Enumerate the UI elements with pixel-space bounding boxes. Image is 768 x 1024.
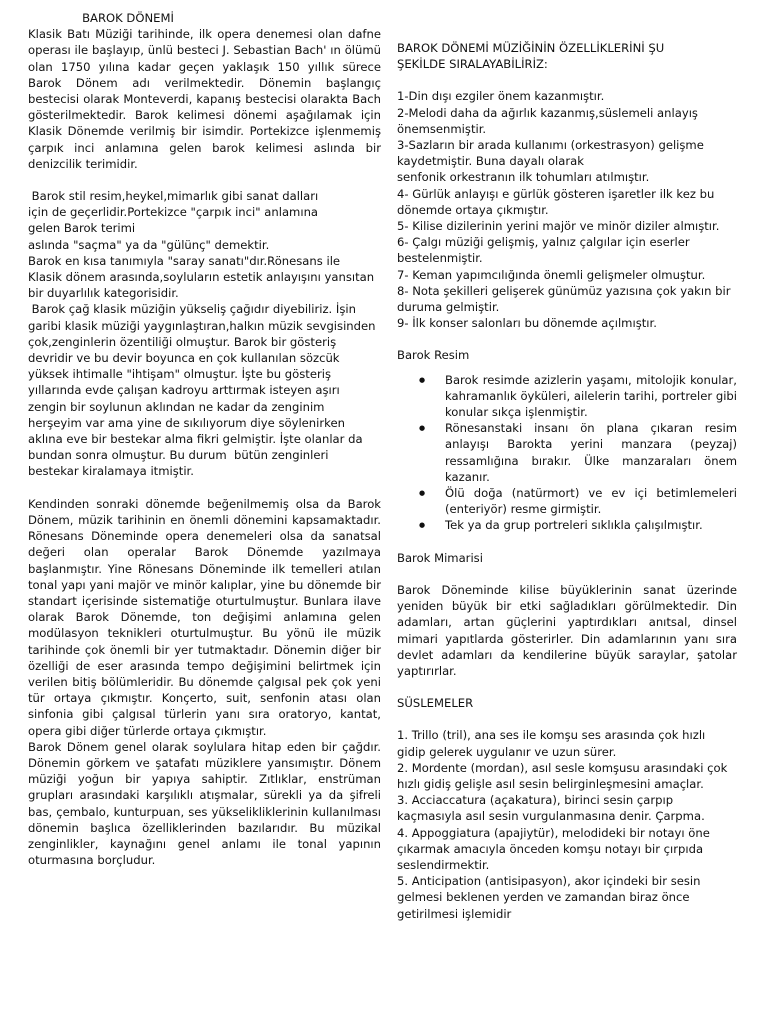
text-line: Klasik dönem arasında,soyluların estetik anlayışını yansıtan: [28, 270, 375, 285]
text-line: aslında "saçma" ya da "gülünç" demektir.: [28, 237, 270, 252]
list-item: 8- Nota şekilleri gelişerek günümüz yazısına çok yakın bir: [397, 283, 731, 298]
text-line: çok,zenginlerin özentiliği olmuştur. Barok bir gösteriş: [28, 334, 337, 349]
intro-paragraph: Klasik Batı Müziği tarihinde, ilk opera denemesi olan dafne operası ile başlayıp, ünlü besteci J. Sebastian Bach' ın ölümü olan 1750 yılına kadar geçen yaklaşık 150 yıllık sürece Barok Dönem adı verilmektedir. Dönemin başlangıç bestecisi olarak Monteverdi, kapanış bestecisi olarakta Bach gösterilmektedir. Barok kelimesi dönemi aşağılamak için Klasik Dönemde verilmiş bir isimdir. Portekizce işlenmemiş çarpık inci anlamına gelen barok kelimesi aslında bir denizcilik terimidir.: [28, 27, 381, 171]
list-item: ● Tek ya da grup portreleri sıklıkla çalışılmıştır.: [445, 517, 737, 533]
list-item: duruma gelmiştir.: [397, 300, 500, 315]
list-item: 9- İlk konser salonları bu dönemde açılmıştır.: [397, 316, 657, 331]
list-item: 5. Anticipation (antisipasyon), akor içindeki bir sesin: [397, 874, 701, 889]
list-item: getirilmesi işlemidir: [397, 906, 512, 921]
architecture-paragraph: Barok Döneminde kilise büyüklerinin sanat üzerinde yeniden büyük bir etki sağladıkları görülmektedir. Din adamları, artan güçlerini yaptırdıkları anıtsal, dinsel mimari yapıtlarda gösterirler. Din adamlarının yanı sıra devlet adamları da kendilerine büyük saraylar, şatolar yaptırırlar.: [397, 582, 737, 678]
text-line: Barok en kısa tanımıyla "saray sanatı"dır.Rönesans ile: [28, 253, 341, 268]
list-item: 1. Trillo (tril), ana ses ile komşu ses arasında çok hızlı: [397, 728, 706, 743]
list-item: senfonik orkestranın ilk tohumları atılmıştır.: [397, 170, 650, 185]
features-heading: [397, 40, 737, 72]
list-item: bestelenmiştir.: [397, 251, 483, 266]
text-line: yüksek ihtimalle "ihtişam" olmuştur. İşte bu gösteriş: [28, 367, 331, 382]
section-title: Barok Resim: [397, 348, 470, 363]
text-line: gelen Barok terimi: [28, 221, 136, 236]
text-line: bundan sonra olmuştur. Bu durum bütün zenginleri: [28, 448, 329, 463]
list-item: ● Ölü doğa (natürmort) ve ev içi betimlemeleri (enteriyör) resme girmiştir.: [445, 485, 737, 517]
heading-line: BAROK DÖNEMİ MÜZİĞİNİN ÖZELLİKLERİNİ ŞU: [397, 41, 665, 55]
painting-list: [397, 372, 737, 534]
list-item: 3-Sazların bir arada kullanımı (orkestrasyon) gelişme: [397, 138, 704, 153]
list-item: kaydetmiştir. Buna dayalı olarak: [397, 154, 584, 169]
list-item: 2. Mordente (mordan), asıl sesle komşusu arasındaki çok: [397, 760, 728, 775]
list-item: seslendirmektir.: [397, 857, 490, 872]
right-column: [397, 40, 737, 922]
text-line: bestekar kiralamaya itmiştir.: [28, 464, 194, 479]
features-list: [397, 88, 737, 331]
baroque-style-section: [28, 188, 381, 480]
text-line: yıllarında evde çalışan kadroyu arttırmak isteyen aşırı: [28, 383, 340, 398]
section-title: SÜSLEMELER: [397, 696, 474, 711]
page-title: BAROK DÖNEMİ: [82, 11, 174, 25]
ornaments-list: [397, 727, 737, 921]
list-item: 1-Din dışı ezgiler önem kazanmıştır.: [397, 89, 605, 104]
text-line: bir duyarlılık kategorisidir.: [28, 286, 179, 301]
list-item: kaçmasıyla asıl sesin vurgulanmasına denir. Çarpma.: [397, 809, 705, 824]
list-item: gidip gelerek uygulanır ve uzun sürer.: [397, 744, 617, 759]
list-item: hızlı gidiş gelişle asıl sesin belirginleşmesini amaçlar.: [397, 776, 704, 791]
text-line: garibi klasik müziği yaygınlaştıran,halkın müzik sevgisinden: [28, 318, 376, 333]
list-item: dönemde ortaya çıkmıştır.: [397, 202, 549, 217]
list-item: 4- Gürlük anlayışı e gürlük gösteren işaretler ilk kez bu: [397, 186, 715, 201]
section-title: Barok Mimarisi: [397, 550, 483, 565]
text-line: devridir ve bu devir boyunca en çok kullanılan sözcük: [28, 351, 340, 366]
text-line: Barok stil resim,heykel,mimarlık gibi sanat dalları: [28, 189, 319, 204]
history-paragraph: Kendinden sonraki dönemde beğenilmemiş olsa da Barok Dönem, müzik tarihinin en önemli dönemini kapsamaktadır. Rönesans Döneminde opera denemeleri olsa da sanatsal değeri olan operalar Barok Dönemde yazılmaya başlanmıştır. Yine Rönesans Döneminde ilk temelleri atılan tonal yapı yani majör ve minör kalıplar, yine bu dönemde bir standart içerisinde sistematiğe oturtulmuştur. Bunlara ilave olarak Barok Dönemde, ton değişimi anlamına gelen modülasyon teknikleri oturtulmuştur. Bu yönü ile müzik tarihinde çok önemli bir yer tutmaktadır. Dönemin diğer bir özelliği de eser arasında tempo değişimini belirtmek için verilen bitiş bölümleridir. Bu dönemde çalgısal pek çok yeni tür ortaya çıkmıştır. Konçerto, suit, senfonin atası olan sinfonia gibi çalgısal türlerin yanı sıra oratoryo, kantat, opera gibi diğer türlerde ortaya çıkmıştır.: [28, 496, 381, 738]
list-item: ● Rönesanstaki insanı ön plana çıkaran resim anlayışı Barokta yerini manzara (peyzaj) ressamlığına bırakır. Ülke manzaraları önem kazanır.: [445, 420, 737, 485]
list-item: gelmesi beklenen yerden ve zamandan biraz önce: [397, 890, 690, 905]
list-item: önemsenmiştir.: [397, 121, 487, 136]
text-line: için de geçerlidir.Portekizce "çarpık inci" anlamına: [28, 205, 319, 220]
list-item: çıkarmak amacıyla önceden komşu notayı bir çırpıda: [397, 841, 704, 856]
left-column: [28, 0, 381, 868]
text-line: Barok çağ klasik müziğin yükseliş çağıdır diyebiliriz. İşin: [28, 302, 356, 317]
text-line: aklına eve bir bestekar alma fikri gelmiştir. İşte olanlar da: [28, 432, 363, 447]
list-item: 5- Kilise dizilerinin yerini majör ve minör diziler almıştır.: [397, 219, 720, 234]
list-item: ● Barok resimde azizlerin yaşamı, mitolojik konular, kahramanlık öyküleri, ailelerin tarihi, portreler gibi konular sıkça işlenmiştir.: [445, 372, 737, 421]
list-item: 2-Melodi daha da ağırlık kazanmış,süslemeli anlayış: [397, 105, 698, 120]
list-item: 6- Çalgı müziği gelişmiş, yalnız çalgılar için eserler: [397, 235, 690, 250]
nobility-paragraph: Barok Dönem genel olarak soylulara hitap eden bir çağdır. Dönemin görkem ve şatafatı müziklere yansımıştır. Dönem müziği yoğun bir yapıya sahiptir. Zıtlıklar, enstrüman grupları arasındaki karşılıklı atışmalar, sürekli ya da şifreli bas, çembalo, kunturpuan, ses yükselikliklerinin kullanılması dönemin başlıca özelliklerinden bazılarıdır. Bu müzikal zenginlikler, kaynağını genel anlamı ile tonal yapının oturmasına borçludur.: [28, 739, 381, 868]
list-item: 7- Keman yapımcılığında önemli gelişmeler olmuştur.: [397, 267, 706, 282]
text-line: zengin bir soylunun aklından ne kadar da zenginim: [28, 399, 325, 414]
heading-line: ŞEKİLDE SIRALAYABİLİRİZ:: [397, 57, 548, 72]
list-item: 3. Acciaccatura (açakatura), birinci sesin çarpıp: [397, 793, 674, 808]
list-item: 4. Appoggiatura (apajiytür), melodideki bir notayı öne: [397, 825, 710, 840]
text-line: herşeyim var ama yine de sıkılıyorum diye söylenirken: [28, 415, 345, 430]
